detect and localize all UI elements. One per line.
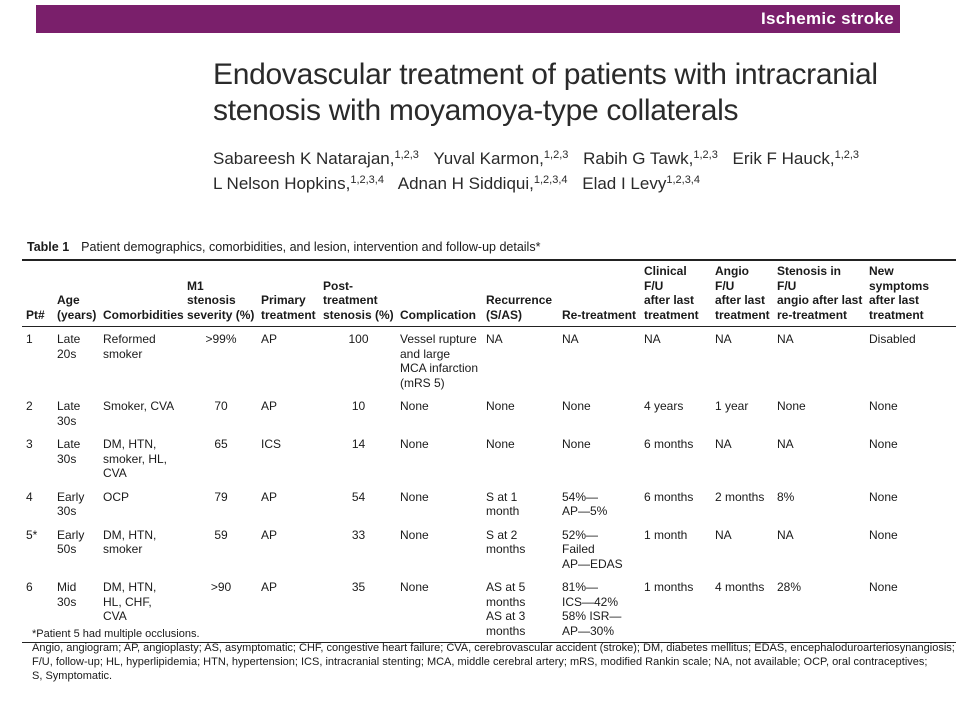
table-row — [22, 327, 956, 395]
table-cell: 59 — [214, 527, 228, 542]
table-cell: ICS — [261, 437, 282, 451]
column-header: Primary treatment — [261, 293, 316, 322]
table-cell: S at 2 months — [486, 527, 526, 556]
table-cell: None — [400, 580, 429, 594]
table-cell: OCP — [103, 489, 130, 504]
author-affiliation: 1,2,3,4 — [666, 174, 700, 186]
table-cell: AP — [261, 332, 278, 346]
table-cell: None — [562, 437, 591, 451]
table-cell: None — [400, 437, 429, 451]
table-cell: DM, HTN, smoker, HL, CVA — [103, 437, 168, 480]
table-cell: 33 — [351, 527, 366, 542]
table-cell: Late 30s — [57, 399, 81, 428]
table-cell: None — [486, 399, 515, 413]
table-cell: 1 month — [644, 527, 688, 542]
column-header: Stenosis in F/U angio after last re-treatment — [777, 264, 863, 322]
table-cell: 14 — [351, 437, 366, 451]
table-cell: 5* — [26, 527, 38, 542]
table-cell: DM, HTN, smoker — [103, 527, 157, 556]
author-affiliation: 1,2,3 — [543, 149, 569, 161]
table-cell: None — [777, 399, 806, 413]
table-cell: S at 1 month — [486, 489, 520, 518]
table-cell: 4 — [26, 489, 33, 504]
table-cell: 35 — [351, 580, 366, 594]
table-row — [22, 394, 956, 432]
table-cell: Mid 30s — [57, 580, 77, 609]
author-name: Adnan H Siddiqui,$^{1,2,3,4}$ — [397, 174, 568, 193]
table-cell: NA — [777, 527, 794, 542]
table-cell: NA — [486, 332, 503, 346]
table-cell: AP — [261, 580, 278, 594]
author-list — [213, 146, 913, 196]
table-cell: >90 — [210, 580, 232, 594]
author-name: Yuval Karmon,$^{1,2,3}$ — [433, 149, 569, 168]
column-header: Clinical F/U after last treatment — [644, 264, 699, 322]
table-cell: NA — [715, 527, 732, 542]
table-cell: 3 — [26, 437, 33, 451]
table-cell: 52%— Failed AP—EDAS — [562, 527, 623, 571]
table-cell: NA — [715, 332, 732, 346]
column-header: Complication — [400, 307, 477, 322]
table-cell: 6 months — [644, 489, 694, 504]
table-cell: Early 30s — [57, 489, 85, 518]
column-header: Age (years) — [57, 293, 97, 322]
table-cell: None — [400, 527, 429, 542]
section-label: Ischemic stroke — [760, 9, 894, 28]
table-cell: None — [869, 489, 898, 504]
author-name: Erik F Hauck,$^{1,2,3}$ — [732, 149, 860, 168]
table-cell: 65 — [214, 437, 228, 451]
table-cell: Late 30s — [57, 437, 81, 466]
table-cell: None — [869, 580, 898, 594]
table-cell: 10 — [351, 399, 366, 413]
table-caption-text: Patient demographics, comorbidities, and lesion, intervention and follow-up details* — [81, 240, 541, 254]
table-cell: None — [562, 399, 591, 413]
footnote-line: *Patient 5 had multiple occlusions. — [32, 628, 200, 640]
author-name: Rabih G Tawk,$^{1,2,3}$ — [583, 149, 718, 168]
table-cell: Vessel rupture and large MCA infarction (mRS 5) — [400, 332, 479, 390]
table-header-row — [22, 260, 956, 327]
table-row — [22, 523, 956, 576]
author-affiliation: 1,2,3 — [834, 149, 860, 161]
table-cell: NA — [562, 332, 579, 346]
column-header: Re-treatment — [562, 307, 637, 322]
table-cell: None — [869, 399, 898, 413]
column-header: Comorbidities — [103, 307, 184, 322]
footnote-line: S, Symptomatic. — [32, 670, 113, 682]
table-cell: 54 — [351, 489, 366, 504]
column-header: Post- treatment stenosis (%) — [323, 278, 394, 322]
table-cell: AS at 5 months AS at 3 months — [486, 580, 526, 638]
table-cell: 6 — [26, 580, 33, 594]
table-cell: 54%— AP—5% — [562, 489, 608, 518]
author-name: Sabareesh K Natarajan,$^{1,2,3}$ — [213, 149, 419, 168]
table-container — [22, 259, 956, 643]
table-caption — [27, 240, 937, 254]
table-cell: NA — [715, 437, 732, 451]
table-cell: None — [869, 527, 898, 542]
table-cell: 79 — [214, 489, 228, 504]
table-cell: None — [869, 437, 898, 451]
table-cell: NA — [644, 332, 661, 346]
table-cell: DM, HTN, HL, CHF, CVA — [103, 580, 157, 623]
table-cell: 81%— ICS—42% 58% ISR— AP—30% — [562, 580, 622, 638]
table-cell: Disabled — [869, 332, 916, 346]
footnote-line: F/U, follow-up; HL, hyperlipidemia; HTN, hypertension; ICS, intracranial stenting; MCA, middle cerebral artery; mRS, modified Rankin scale; NA, not available; OCP, oral contraceptives; — [32, 656, 928, 668]
table-cell: 1 — [26, 332, 33, 346]
table-cell: None — [486, 437, 515, 451]
column-header: Pt# — [26, 307, 45, 322]
column-header: New symptoms after last treatment — [869, 264, 930, 322]
table-cell: AP — [261, 489, 278, 504]
author-affiliation: 1,2,3 — [693, 149, 718, 161]
column-header: Recurrence (S/AS) — [486, 293, 553, 322]
author-name: L Nelson Hopkins,$^{1,2,3,4}$ — [213, 174, 384, 193]
table-cell: 70 — [214, 399, 228, 413]
table-label: Table 1 — [27, 240, 70, 254]
table-cell: AP — [261, 527, 278, 542]
author-affiliation: 1,2,3,4 — [350, 174, 384, 186]
table-body — [22, 327, 956, 643]
article-title: Endovascular treatment of patients with intracranial stenosis with moyamoya-type collaterals — [213, 58, 878, 127]
table-cell: 1 year — [715, 399, 749, 413]
table-cell: 1 months — [644, 580, 694, 594]
table-cell: 2 months — [715, 489, 765, 504]
table-cell: 4 months — [715, 580, 765, 594]
table-row — [22, 485, 956, 523]
footnote-line: Angio, angiogram; AP, angioplasty; AS, asymptomatic; CHF, congestive heart failure; CVA, cerebrovascular accident (stroke); DM, diabetes mellitus; EDAS, encephaloduroarteriosynangiosis; — [32, 642, 955, 654]
table-cell: None — [400, 489, 429, 504]
column-header: Angio F/U after last treatment — [715, 264, 770, 322]
table-footnotes — [32, 627, 955, 683]
table-cell: >99% — [205, 332, 237, 346]
table-cell: 8% — [777, 489, 795, 504]
table-cell: 6 months — [644, 437, 694, 451]
patient-table — [22, 259, 956, 643]
author-name: Elad I Levy$^{1,2,3,4}$ — [582, 174, 700, 193]
journal-section-banner — [36, 5, 900, 33]
author-affiliation: 1,2,3,4 — [533, 174, 568, 186]
table-cell: AP — [261, 399, 278, 413]
table-cell: Reformed smoker — [103, 332, 156, 361]
table-cell: Early 50s — [57, 527, 85, 556]
table-cell: Smoker, CVA — [103, 399, 175, 413]
column-header: M1 stenosis severity (%) — [187, 278, 255, 322]
table-cell: NA — [777, 332, 794, 346]
table-cell: Late 20s — [57, 332, 81, 361]
table-cell: 28% — [777, 580, 802, 594]
table-cell: 2 — [26, 399, 33, 413]
table-cell: 100 — [348, 332, 369, 346]
table-cell: None — [400, 399, 429, 413]
table-cell: 4 years — [644, 399, 684, 413]
table-row — [22, 432, 956, 485]
table-cell: NA — [777, 437, 794, 451]
author-affiliation: 1,2,3 — [394, 149, 419, 161]
